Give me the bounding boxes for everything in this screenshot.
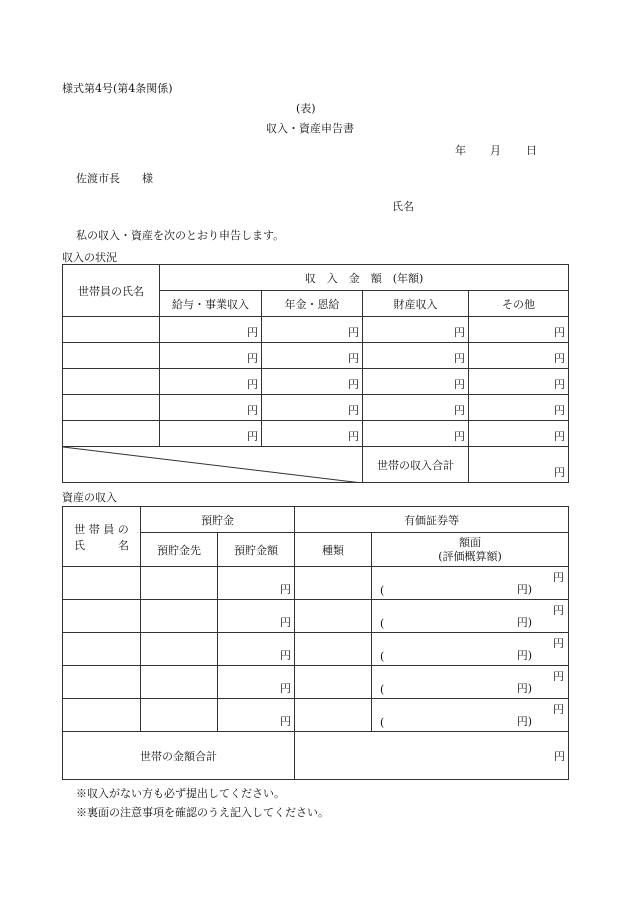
- face-value-cell[interactable]: [372, 633, 569, 666]
- note-line: ※裏面の注意事項を確認のうえ記入してください。: [76, 806, 329, 819]
- yen-cell[interactable]: 円: [160, 369, 262, 395]
- income-col-header: 年金・恩給: [262, 291, 363, 317]
- assets-member-header-line1: 世 帯 員 の: [74, 522, 129, 536]
- face-value-cell[interactable]: [372, 699, 569, 732]
- face-value-line1: 額面: [459, 535, 481, 549]
- deposit-amount-cell[interactable]: 円: [218, 666, 295, 699]
- deposit-amount-cell[interactable]: 円: [218, 600, 295, 633]
- paren-close: 円): [516, 682, 532, 695]
- table-row: [63, 421, 569, 447]
- assets-member-cell[interactable]: [63, 633, 141, 666]
- deposit-bank-cell[interactable]: [141, 666, 218, 699]
- yen-cell[interactable]: 円: [363, 395, 469, 421]
- assets-total-cell[interactable]: 円: [295, 732, 569, 780]
- deposit-header: 預貯金: [141, 507, 295, 533]
- face-yen: 円: [553, 670, 564, 683]
- yen-cell[interactable]: 円: [160, 317, 262, 343]
- date-month: 月: [490, 144, 501, 157]
- paren-open: (: [380, 584, 385, 597]
- assets-member-cell[interactable]: [63, 600, 141, 633]
- assets-member-header: [63, 507, 141, 567]
- deposit-amount-cell[interactable]: 円: [218, 567, 295, 600]
- securities-header: 有価証券等: [295, 507, 569, 533]
- income-table: [62, 264, 569, 483]
- table-row: [63, 567, 569, 600]
- securities-type-cell[interactable]: [295, 633, 372, 666]
- face-value-line2: (評価概算額): [438, 549, 502, 563]
- table-row: [63, 395, 569, 421]
- yen-cell[interactable]: 円: [363, 421, 469, 447]
- yen-cell[interactable]: 円: [363, 317, 469, 343]
- paren-open: (: [380, 617, 385, 630]
- table-row: [63, 666, 569, 699]
- yen-cell[interactable]: 円: [262, 421, 363, 447]
- note-line: ※収入がない方も必ず提出してください。: [76, 787, 285, 800]
- assets-member-header-line2: 氏 名: [74, 538, 129, 552]
- deposit-amount-cell[interactable]: 円: [218, 699, 295, 732]
- table-row: [63, 633, 569, 666]
- paren-open: (: [380, 683, 385, 696]
- yen-cell[interactable]: 円: [363, 343, 469, 369]
- yen-cell[interactable]: 円: [262, 369, 363, 395]
- securities-type-cell[interactable]: [295, 567, 372, 600]
- deposit-bank-cell[interactable]: [141, 699, 218, 732]
- table-row: [63, 600, 569, 633]
- date-day: 日: [526, 144, 537, 157]
- income-amount-header: 収 入 金 額 (年額): [160, 265, 569, 291]
- intro-text: 私の収入・資産を次のとおり申告します。: [76, 229, 285, 242]
- paren-close: 円): [516, 649, 532, 662]
- assets-table: [62, 506, 569, 780]
- diagonal-line: [63, 447, 362, 483]
- diagonal-cell: [63, 447, 363, 483]
- date-year: 年: [455, 144, 466, 157]
- yen-cell[interactable]: 円: [363, 369, 469, 395]
- deposit-bank-cell[interactable]: [141, 633, 218, 666]
- yen-cell[interactable]: 円: [160, 343, 262, 369]
- yen-cell[interactable]: 円: [469, 369, 569, 395]
- paren-close: 円): [516, 583, 532, 596]
- deposit-amount-cell[interactable]: 円: [218, 633, 295, 666]
- yen-cell[interactable]: 円: [160, 395, 262, 421]
- income-member-cell[interactable]: [63, 343, 160, 369]
- assets-section-title: 資産の収入: [62, 491, 117, 504]
- yen-cell[interactable]: 円: [262, 395, 363, 421]
- income-member-cell[interactable]: [63, 369, 160, 395]
- assets-total-label: 世帯の金額合計: [63, 732, 295, 780]
- face-yen: 円: [553, 637, 564, 650]
- income-member-cell[interactable]: [63, 317, 160, 343]
- paren-open: (: [380, 716, 385, 729]
- table-row: [63, 369, 569, 395]
- income-col-header: 給与・事業収入: [160, 291, 262, 317]
- name-label: 氏名: [392, 200, 414, 213]
- income-col-header: 財産収入: [363, 291, 469, 317]
- income-member-cell[interactable]: [63, 421, 160, 447]
- side-label: (表): [296, 102, 316, 115]
- face-value-cell[interactable]: [372, 567, 569, 600]
- securities-type-cell[interactable]: [295, 600, 372, 633]
- face-yen: 円: [553, 703, 564, 716]
- yen-cell[interactable]: 円: [160, 421, 262, 447]
- face-value-cell[interactable]: [372, 666, 569, 699]
- face-value-header: [372, 533, 569, 567]
- addressee: 佐渡市長 様: [76, 172, 153, 185]
- income-total-cell[interactable]: 円: [469, 447, 569, 483]
- paren-close: 円): [516, 616, 532, 629]
- face-value-cell[interactable]: [372, 600, 569, 633]
- income-member-cell[interactable]: [63, 395, 160, 421]
- page-title: 収入・資産申告書: [266, 122, 354, 135]
- table-row: [63, 343, 569, 369]
- yen-cell[interactable]: 円: [262, 343, 363, 369]
- yen-cell[interactable]: 円: [262, 317, 363, 343]
- securities-type-header: 種類: [295, 533, 372, 567]
- deposit-bank-header: 預貯金先: [141, 533, 218, 567]
- form-number: 様式第4号(第4条関係): [62, 82, 173, 95]
- income-section-title: 収入の状況: [62, 251, 117, 264]
- face-yen: 円: [553, 604, 564, 617]
- yen-cell[interactable]: 円: [469, 395, 569, 421]
- deposit-amount-header: 預貯金額: [218, 533, 295, 567]
- securities-type-cell[interactable]: [295, 699, 372, 732]
- income-col-header: その他: [469, 291, 569, 317]
- assets-member-cell[interactable]: [63, 567, 141, 600]
- income-total-label: 世帯の収入合計: [363, 447, 469, 483]
- assets-member-cell[interactable]: [63, 666, 141, 699]
- table-row: [63, 699, 569, 732]
- deposit-bank-cell[interactable]: [141, 600, 218, 633]
- yen-cell[interactable]: 円: [469, 317, 569, 343]
- table-row: [63, 317, 569, 343]
- paren-open: (: [380, 650, 385, 663]
- face-yen: 円: [553, 571, 564, 584]
- income-member-header: 世帯員の氏名: [63, 265, 160, 317]
- yen-cell[interactable]: 円: [469, 343, 569, 369]
- securities-type-cell[interactable]: [295, 666, 372, 699]
- paren-close: 円): [516, 715, 532, 728]
- yen-cell[interactable]: 円: [469, 421, 569, 447]
- deposit-bank-cell[interactable]: [141, 567, 218, 600]
- assets-member-cell[interactable]: [63, 699, 141, 732]
